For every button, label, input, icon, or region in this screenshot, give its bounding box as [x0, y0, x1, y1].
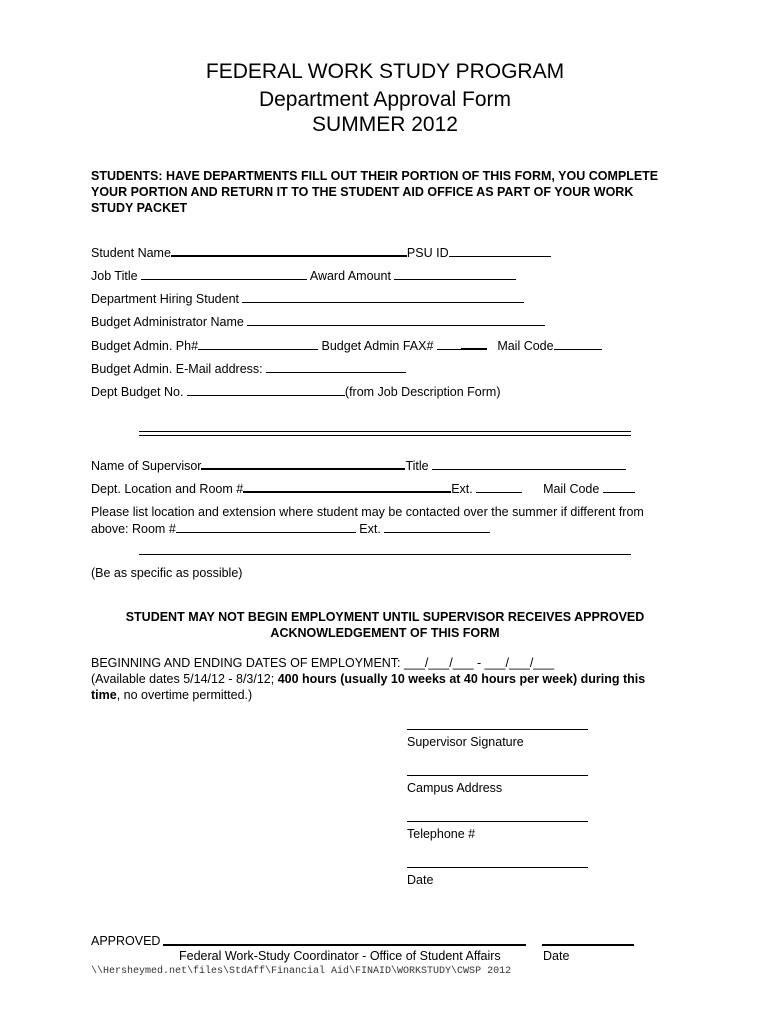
budget-admin-ph-label: Budget Admin. Ph#: [91, 339, 199, 353]
supervisor-title-label: Title: [405, 459, 429, 473]
summer-ext-field[interactable]: [384, 531, 490, 533]
student-name-field[interactable]: [171, 254, 407, 257]
available-dates-prefix: (Available dates 5/14/12 - 8/3/12;: [91, 672, 278, 686]
approved-label: APPROVED: [91, 934, 161, 948]
telephone-label: Telephone #: [407, 827, 476, 841]
overtime-note: [91, 686, 252, 704]
employment-dates-label: BEGINNING AND ENDING DATES OF EMPLOYMENT:: [91, 656, 401, 670]
supervisor-mail-code-label: Mail Code: [543, 482, 600, 496]
summer-room-field[interactable]: [176, 531, 356, 533]
warning-line2: ACKNOWLEDGEMENT OF THIS FORM: [270, 626, 500, 640]
dept-budget-row: [91, 383, 501, 401]
campus-address-line[interactable]: [407, 775, 588, 777]
mail-code-label: Mail Code: [497, 339, 554, 353]
budget-admin-fax-field-2[interactable]: [461, 347, 487, 350]
dept-location-row: [91, 480, 635, 498]
summer-ext-label: Ext.: [359, 522, 381, 536]
job-title-row: [91, 267, 516, 285]
supervisor-ext-label: Ext.: [451, 482, 473, 496]
dept-location-field[interactable]: [243, 490, 451, 493]
supervisor-name-label: Name of Supervisor: [91, 459, 202, 473]
award-amount-label: Award Amount: [309, 269, 391, 283]
student-name-row: [91, 244, 551, 262]
job-title-field[interactable]: [141, 278, 307, 280]
signature-date-label: Date: [407, 873, 434, 887]
mail-code-field[interactable]: [554, 348, 602, 350]
budget-admin-fax-label: Budget Admin FAX#: [321, 339, 434, 353]
dept-hiring-field[interactable]: [242, 301, 524, 303]
budget-admin-ph-field[interactable]: [198, 348, 318, 350]
specific-note: (Be as specific as possible): [91, 566, 243, 580]
section-divider: [139, 431, 631, 436]
form-title: FEDERAL WORK STUDY PROGRAM: [205, 60, 565, 83]
budget-admin-name-field[interactable]: [247, 324, 545, 326]
coordinator-label: Federal Work-Study Coordinator - Office of Student Affairs: [179, 949, 501, 963]
supervisor-signature-line[interactable]: [407, 729, 588, 731]
signature-date-line[interactable]: [407, 867, 588, 869]
budget-admin-email-label: Budget Admin. E-Mail address:: [91, 362, 263, 376]
form-subtitle: Department Approval Form: [258, 88, 512, 111]
dept-hiring-label: Department Hiring Student: [91, 292, 239, 306]
student-name-label: Student Name: [91, 246, 171, 260]
supervisor-name-row: [91, 457, 626, 475]
budget-admin-email-row: [91, 360, 406, 378]
instructions-line2: YOUR PORTION AND RETURN IT TO THE STUDENT AID OFFICE AS PART OF YOUR WORK: [91, 185, 634, 199]
instructions-line3: STUDY PACKET: [91, 201, 188, 215]
budget-admin-email-field[interactable]: [266, 371, 406, 373]
approval-signature-line[interactable]: [163, 944, 526, 946]
dept-location-label: Dept. Location and Room #: [91, 482, 244, 496]
summer-contact-line1: Please list location and extension where student may be contacted over the summer if different from: [91, 505, 644, 519]
budget-admin-name-label: Budget Administrator Name: [91, 315, 244, 329]
dept-budget-label: Dept Budget No.: [91, 385, 184, 399]
job-title-label: Job Title: [91, 269, 138, 283]
approval-date-line[interactable]: [542, 944, 634, 946]
form-term: SUMMER 2012: [312, 113, 458, 136]
dept-hiring-row: [91, 290, 524, 308]
supervisor-mail-code-field[interactable]: [603, 491, 635, 493]
overtime-rest: , no overtime permitted.): [116, 688, 253, 702]
footer-file-path: \\Hersheymed.net\files\StdAff\Financial Aid\FINAID\WORKSTUDY\CWSP 2012: [91, 966, 512, 977]
overtime-time-word: time: [91, 688, 117, 702]
supervisor-title-field[interactable]: [432, 468, 626, 470]
campus-address-label: Campus Address: [407, 781, 503, 795]
available-hours-note: 400 hours (usually 10 weeks at 40 hours per week) during this: [277, 672, 646, 686]
dept-budget-field[interactable]: [187, 394, 345, 396]
telephone-line[interactable]: [407, 821, 588, 823]
supervisor-signature-label: Supervisor Signature: [407, 735, 524, 749]
award-amount-field[interactable]: [394, 278, 516, 280]
employment-dates-field[interactable]: ___/___/___ - ___/___/___: [404, 656, 555, 670]
from-job-desc-label: (from Job Description Form): [344, 385, 501, 399]
summer-room-label: above: Room #: [91, 522, 176, 536]
budget-admin-contact-row: [91, 337, 602, 355]
supervisor-name-field[interactable]: [201, 467, 405, 470]
summer-contact-row: [91, 520, 490, 538]
supervisor-ext-field[interactable]: [476, 491, 522, 493]
instructions-line1: STUDENTS: HAVE DEPARTMENTS FILL OUT THEIR PORTION OF THIS FORM, YOU COMPLETE: [91, 169, 659, 183]
approval-date-label: Date: [543, 949, 570, 963]
warning-line1: STUDENT MAY NOT BEGIN EMPLOYMENT UNTIL SUPERVISOR RECEIVES APPROVED: [125, 610, 645, 624]
psu-id-label: PSU ID: [406, 246, 449, 260]
budget-admin-name-row: [91, 313, 545, 331]
psu-id-field[interactable]: [449, 255, 551, 257]
budget-admin-fax-field[interactable]: [437, 348, 461, 350]
summer-location-field[interactable]: [139, 554, 631, 556]
